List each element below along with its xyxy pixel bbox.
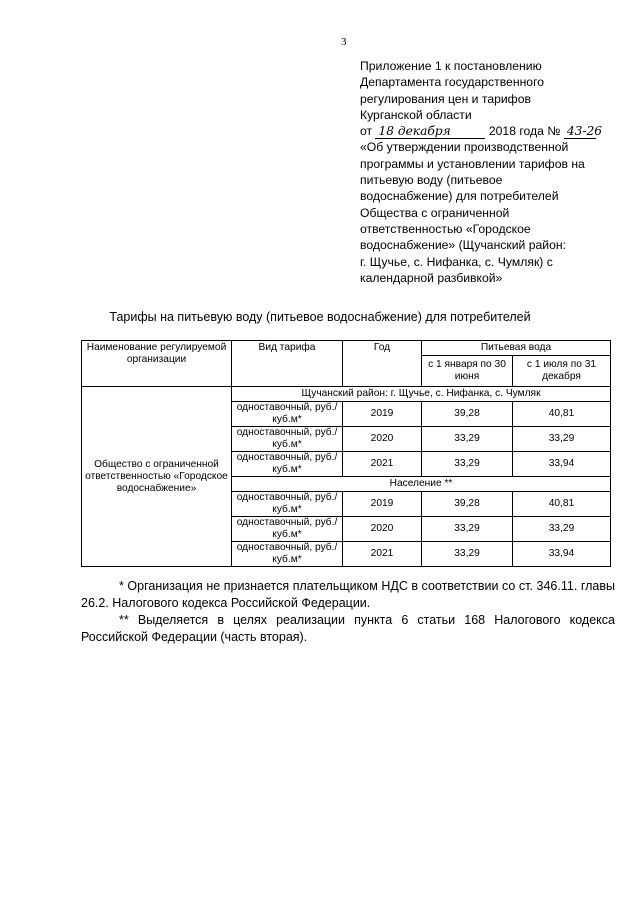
tariff-type-cell: одноставочный, руб./куб.м* [232, 542, 343, 567]
page-number: 3 [341, 36, 347, 48]
period1-cell: 33,29 [422, 517, 513, 542]
table-group-row [82, 387, 611, 402]
subject-line: программы и установлении тарифов на [360, 156, 585, 171]
appendix-line: Курганской области [360, 107, 472, 122]
period1-cell: 33,29 [422, 427, 513, 452]
period1-cell: 33,29 [422, 542, 513, 567]
appendix-line: регулирования цен и тарифов [360, 91, 531, 106]
footnotes [81, 578, 615, 646]
header-tariff-type: Вид тарифа [232, 341, 343, 387]
tariff-type-cell: одноставочный, руб./куб.м* [232, 492, 343, 517]
handwritten-date: 18 декабря [375, 125, 485, 139]
year-text: 2018 года № [488, 124, 561, 139]
subject-line: г. Щучье, с. Нифанка, с. Чумляк) с [360, 254, 553, 269]
appendix-line: Департамента государственного [360, 75, 545, 90]
footnote-population: ** Выделяется в целях реализации пункта 6 статьи 168 Налогового кодекса Российской Федерации (часть вторая). [81, 613, 615, 644]
appendix-header [360, 58, 610, 286]
header-period-1: с 1 января по 30 июня [422, 356, 513, 387]
appendix-line: Приложение 1 к постановлению [360, 59, 542, 73]
subject-line: водоснабжение» (Щучанский район: [360, 238, 566, 253]
period1-cell: 33,29 [422, 452, 513, 477]
table-header-row [82, 341, 611, 356]
header-org: Наименование регулируемой организации [82, 341, 232, 387]
subject-line: Общества с ограниченной [360, 205, 510, 220]
subject-line: ответственностью «Городское [360, 221, 531, 236]
date-prefix: от [360, 124, 373, 139]
subject-line: питьевую воду (питьевое [360, 173, 503, 188]
period2-cell: 40,81 [513, 402, 611, 427]
group-title: Население ** [232, 477, 611, 492]
period2-cell: 33,29 [513, 427, 611, 452]
period2-cell: 40,81 [513, 492, 611, 517]
period2-cell: 33,94 [513, 452, 611, 477]
period2-cell: 33,94 [513, 542, 611, 567]
year-cell: 2020 [343, 427, 422, 452]
year-cell: 2019 [343, 492, 422, 517]
header-year: Год [343, 341, 422, 387]
header-drinking-water: Питьевая вода [422, 341, 611, 356]
subject-line: водоснабжение) для потребителей [360, 189, 559, 204]
tariff-table [81, 340, 611, 567]
tariff-type-cell: одноставочный, руб./куб.м* [232, 402, 343, 427]
handwritten-number: 43-26 [564, 125, 596, 139]
org-name-cell: Общество с ограниченной ответственностью «Городское водоснабжение» [82, 387, 232, 567]
group-title: Щучанский район: г. Щучье, с. Нифанка, с. Чумляк [232, 387, 611, 402]
year-cell: 2020 [343, 517, 422, 542]
resolution-date-line [360, 123, 610, 139]
year-cell: 2021 [343, 542, 422, 567]
tariff-type-cell: одноставочный, руб./куб.м* [232, 517, 343, 542]
year-cell: 2021 [343, 452, 422, 477]
subject-line: календарной разбивкой» [360, 270, 503, 285]
table-title: Тарифы на питьевую воду (питьевое водоснабжение) для потребителей [109, 310, 531, 324]
tariff-type-cell: одноставочный, руб./куб.м* [232, 427, 343, 452]
period1-cell: 39,28 [422, 492, 513, 517]
subject-line: «Об утверждении производственной [360, 140, 569, 155]
tariff-type-cell: одноставочный, руб./куб.м* [232, 452, 343, 477]
footnote-vat: * Организация не признается плательщиком НДС в соответствии со ст. 346.11. главы 26.2. Налогового кодекса Российской Федерации. [81, 579, 615, 610]
period2-cell: 33,29 [513, 517, 611, 542]
period1-cell: 39,28 [422, 402, 513, 427]
header-period-2: с 1 июля по 31 декабря [513, 356, 611, 387]
year-cell: 2019 [343, 402, 422, 427]
